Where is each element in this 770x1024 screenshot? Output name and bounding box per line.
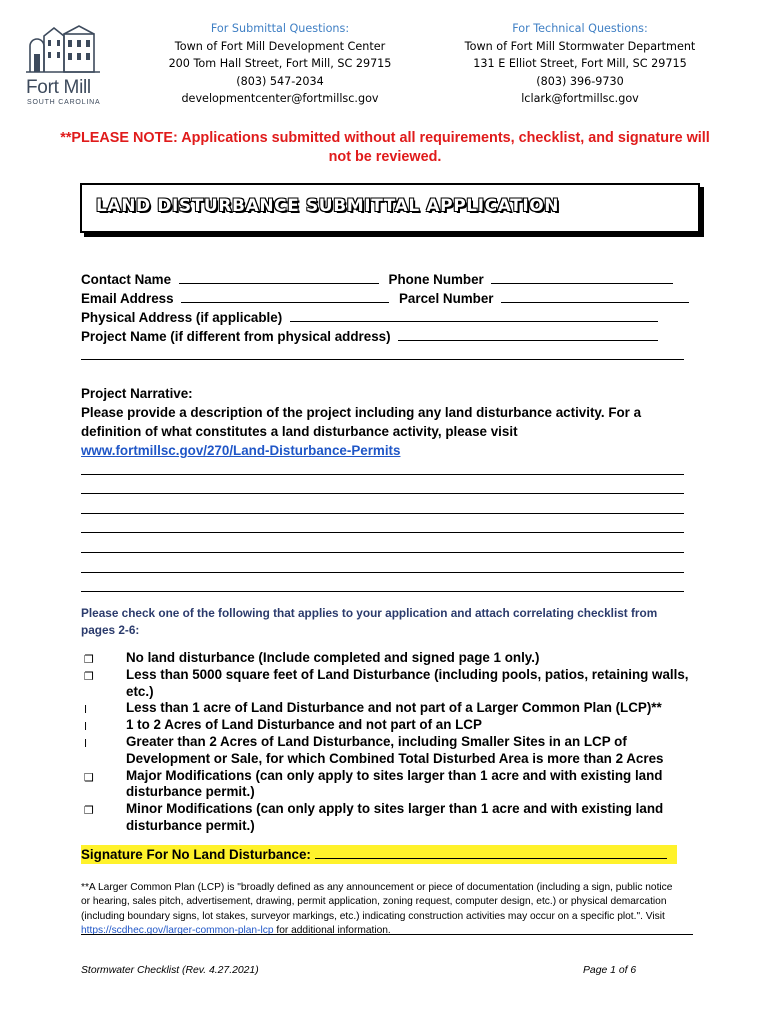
checkbox-icon[interactable]: l [84,736,88,750]
field-row [81,346,701,365]
email-address-label: Email Address [81,291,174,306]
field-row [81,270,701,289]
phone-number-label: Phone Number [388,272,484,287]
checkbox-icon[interactable]: l [84,703,88,717]
narrative-line[interactable] [81,514,684,534]
submittal-contact-block [150,20,410,108]
project-narrative-section [81,384,701,460]
checklist-instructions: Please check one of the following that applies to your application and attach correlating checklist from pages 2-6: [81,606,658,637]
submittal-contact-title: For Submittal Questions: [210,22,350,35]
technical-contact-org: Town of Fort Mill Stormwater Department [464,39,696,53]
project-narrative-lines[interactable] [81,455,684,592]
signature-row [81,845,677,864]
project-name-field[interactable] [398,327,658,341]
checkbox-icon[interactable]: ❐ [84,653,94,666]
signature-label: Signature For No Land Disturbance: [81,847,311,862]
checkbox-icon[interactable]: ❑ [84,770,94,784]
narrative-line[interactable] [81,533,684,553]
narrative-line[interactable] [81,494,684,514]
town-buildings-icon [24,22,104,74]
field-row [81,327,701,346]
option-minor-modifications[interactable] [81,801,701,835]
title-box [80,183,700,233]
lcp-footnote-after: for additional information. [276,925,391,937]
project-name-label: Project Name (if different from physical address) [81,329,391,344]
technical-contact-address: 131 E Elliot Street, Fort Mill, SC 29715 [473,57,687,71]
logo-town-name: Fort Mill [26,77,91,98]
parcel-number-label: Parcel Number [399,291,494,306]
technical-contact-email[interactable]: lclark@fortmillsc.gov [521,92,639,106]
signature-field[interactable] [315,846,667,859]
lcp-footnote-text: **A Larger Common Plan (LCP) is "broadly defined as any announcement or piece of documentation (including a sign, public notice or hearing, sales pitch, advertisement, drawing, permit application, zoning request, computer design, etc.) or physical demarcation (including boundary signs, lot stakes, surveyor markings, etc.) indicating construction activities may occur on a specific plot.". Visit [81,882,673,922]
fort-mill-logo [24,22,114,106]
option-less-than-1-acre[interactable] [81,700,701,717]
project-narrative-heading: Project Narrative: [81,386,193,401]
parcel-number-field[interactable] [501,289,689,303]
option-greater-than-2-acres[interactable] [81,734,701,768]
footer-page-number: Page 1 of 6 [583,965,637,976]
technical-contact-block [445,20,715,108]
technical-contact-title: For Technical Questions: [512,22,648,35]
technical-contact-phone: (803) 396-9730 [536,74,624,88]
submittal-contact-org: Town of Fort Mill Development Center [174,39,386,53]
email-address-field[interactable] [181,289,389,303]
contact-name-label: Contact Name [81,272,172,287]
option-label: Greater than 2 Acres of Land Disturbance, including Smaller Sites in an LCP of Development or Sale, for which Combined Total Disturbed Area is more than 2 Acres [126,733,664,766]
applicant-fields [81,270,701,365]
checkbox-icon[interactable]: ❐ [84,669,94,683]
narrative-line[interactable] [81,475,684,495]
phone-number-field[interactable] [491,270,673,284]
option-no-land-disturbance[interactable] [81,650,701,667]
submission-warning-note: **PLEASE NOTE: Applications submitted without all requirements, checklist, and signature will not be reviewed. [60,130,710,165]
option-1-to-2-acres[interactable] [81,717,701,734]
lcp-footnote [81,881,681,939]
contact-name-field[interactable] [179,270,379,284]
disturbance-options-list [81,650,701,835]
narrative-line[interactable] [81,573,684,593]
footer-divider [81,934,693,935]
narrative-line[interactable] [81,455,684,475]
physical-address-field[interactable] [290,308,658,322]
logo-state-name: SOUTH CAROLINA [27,99,101,106]
option-label: Major Modifications (can only apply to sites larger than 1 acre and with existing land disturbance permit.) [126,767,663,800]
option-less-than-5000-sqft[interactable] [81,667,701,701]
checkbox-icon[interactable]: l [84,720,88,734]
submittal-contact-address: 200 Tom Hall Street, Fort Mill, SC 29715 [168,57,392,71]
option-label: No land disturbance (Include completed and signed page 1 only.) [126,650,540,665]
physical-address-label: Physical Address (if applicable) [81,310,283,325]
option-label: Less than 5000 square feet of Land Disturbance (including pools, patios, retaining walls, etc.) [126,666,689,699]
land-disturbance-permits-link[interactable]: www.fortmillsc.gov/270/Land-Disturbance-Permits [81,443,401,458]
application-title: LAND DISTURBANCE SUBMITTAL APPLICATION [96,196,560,216]
field-row [81,308,701,327]
narrative-line[interactable] [81,553,684,573]
submittal-contact-email[interactable]: developmentcenter@fortmillsc.gov [181,92,379,106]
option-label: Minor Modifications (can only apply to sites larger than 1 acre and with existing land disturbance permit.) [126,801,664,833]
submittal-contact-phone: (803) 547-2034 [236,74,324,88]
option-label: 1 to 2 Acres of Land Disturbance and not part of an LCP [126,717,482,733]
option-major-modifications[interactable] [81,768,701,802]
checkbox-icon[interactable]: ❐ [84,804,94,818]
footer-revision: Stormwater Checklist (Rev. 4.27.2021) [81,965,259,976]
option-label: Less than 1 acre of Land Disturbance and not part of a Larger Common Plan (LCP)** [126,700,662,716]
field-row [81,289,701,308]
project-narrative-instructions: Please provide a description of the project including any land disturbance activity. For a definition of what constitutes a land disturbance activity, please visit [81,405,642,439]
project-name-continuation-field[interactable] [81,346,684,360]
lcp-info-link[interactable]: https://scdhec.gov/larger-common-plan-lcp [81,925,274,937]
